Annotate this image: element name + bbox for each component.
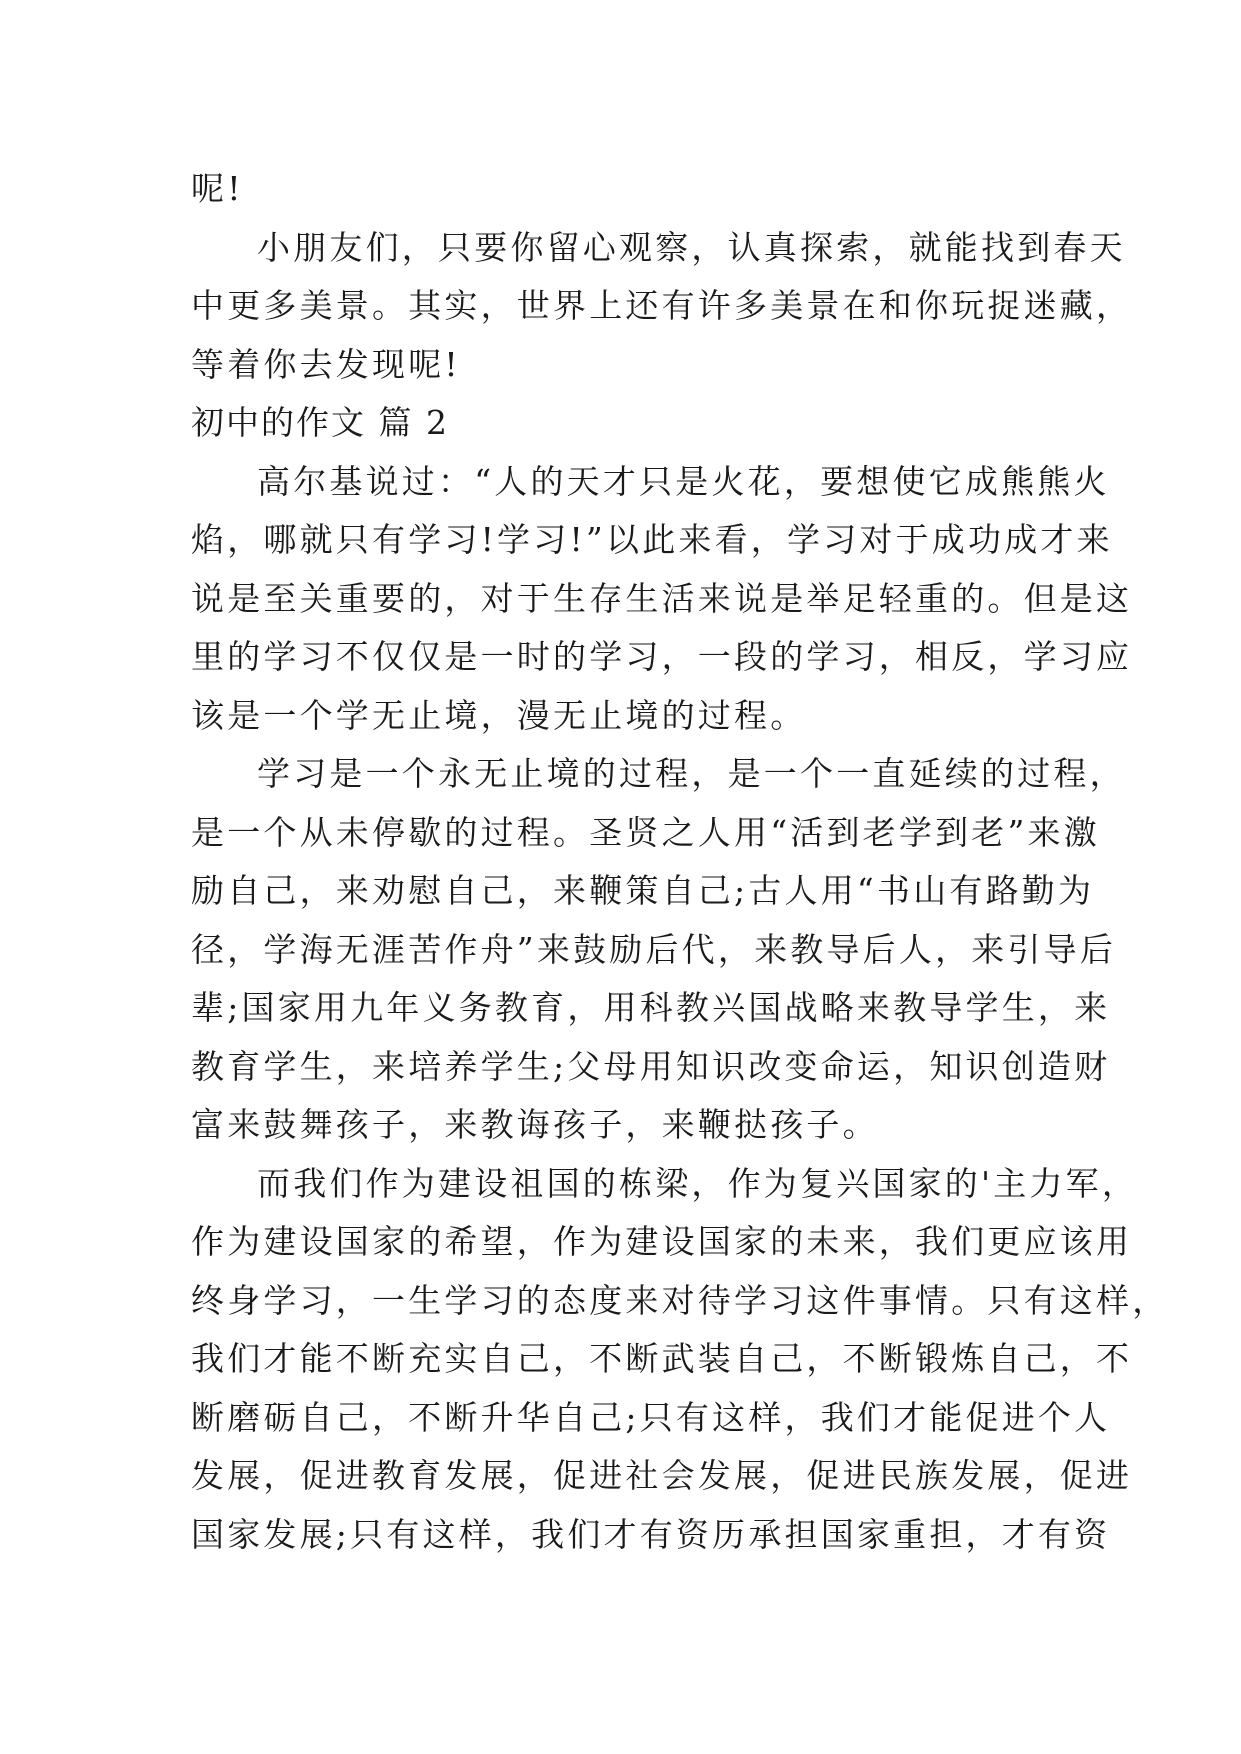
text-line: 作为建设国家的希望，作为建设国家的未来，我们更应该用: [191, 1222, 1133, 1261]
text-line: 是一个从未停歇的过程。圣贤之人用“活到老学到老”来激: [191, 812, 1100, 852]
section-heading: 初中的作文 篇 2: [191, 403, 449, 442]
text-line: 国家发展;只有这样，我们才有资历承担国家重担，才有资: [191, 1514, 1111, 1554]
text-line: 辈;国家用九年义务教育，用科教兴国战略来教导学生，来: [191, 988, 1111, 1027]
text-line: 焰，哪就只有学习!学习!”以此来看，学习对于成功成才来: [191, 520, 1113, 559]
text-line: 该是一个学无止境，漫无止境的过程。: [191, 695, 807, 735]
text-line: 发展，促进教育发展，促进社会发展，促进民族发展，促进: [191, 1456, 1133, 1495]
text-line: 我们才能不断充实自己，不断武装自己，不断锻炼自己，不: [191, 1339, 1133, 1378]
text-line: 断磨砺自己，不断升华自己;只有这样，我们才能促进个人: [191, 1397, 1111, 1437]
text-line: 等着你去发现呢!: [191, 344, 461, 384]
text-line: 里的学习不仅仅是一时的学习，一段的学习，相反，学习应: [191, 637, 1133, 676]
text-line: 富来鼓舞孩子，来教诲孩子，来鞭挞孩子。: [191, 1105, 879, 1144]
text-line: 励自己，来劝慰自己，来鞭策自己;古人用“书山有路勤为: [191, 871, 1095, 910]
text-line: 教育学生，来培养学生;父母用知识改变命运，知识创造财: [191, 1046, 1111, 1086]
document-body: [191, 160, 1169, 1564]
paragraph-start-line: 学习是一个永无止境的过程，是一个一直延续的过程，: [257, 754, 1126, 793]
text-line: 呢!: [191, 169, 244, 208]
paragraph-start-line: 而我们作为建设祖国的栋梁，作为复兴国家的'主力军，: [257, 1163, 1139, 1203]
paragraph-start-line: 高尔基说过：“人的天才只是火花，要想使它成熊熊火: [257, 461, 1110, 501]
text-line: 终身学习，一生学习的态度来对待学习这件事情。只有这样，: [191, 1280, 1169, 1320]
paragraph-start-line: 小朋友们，只要你留心观察，认真探索，就能找到春天: [257, 227, 1126, 267]
text-line: 中更多美景。其实，世界上还有许多美景在和你玩捉迷藏，: [191, 286, 1133, 325]
text-line: 说是至关重要的，对于生存生活来说是举足轻重的。但是这: [191, 578, 1133, 618]
text-line: 径，学海无涯苦作舟”来鼓励后代，来教导后人，来引导后: [191, 929, 1117, 969]
